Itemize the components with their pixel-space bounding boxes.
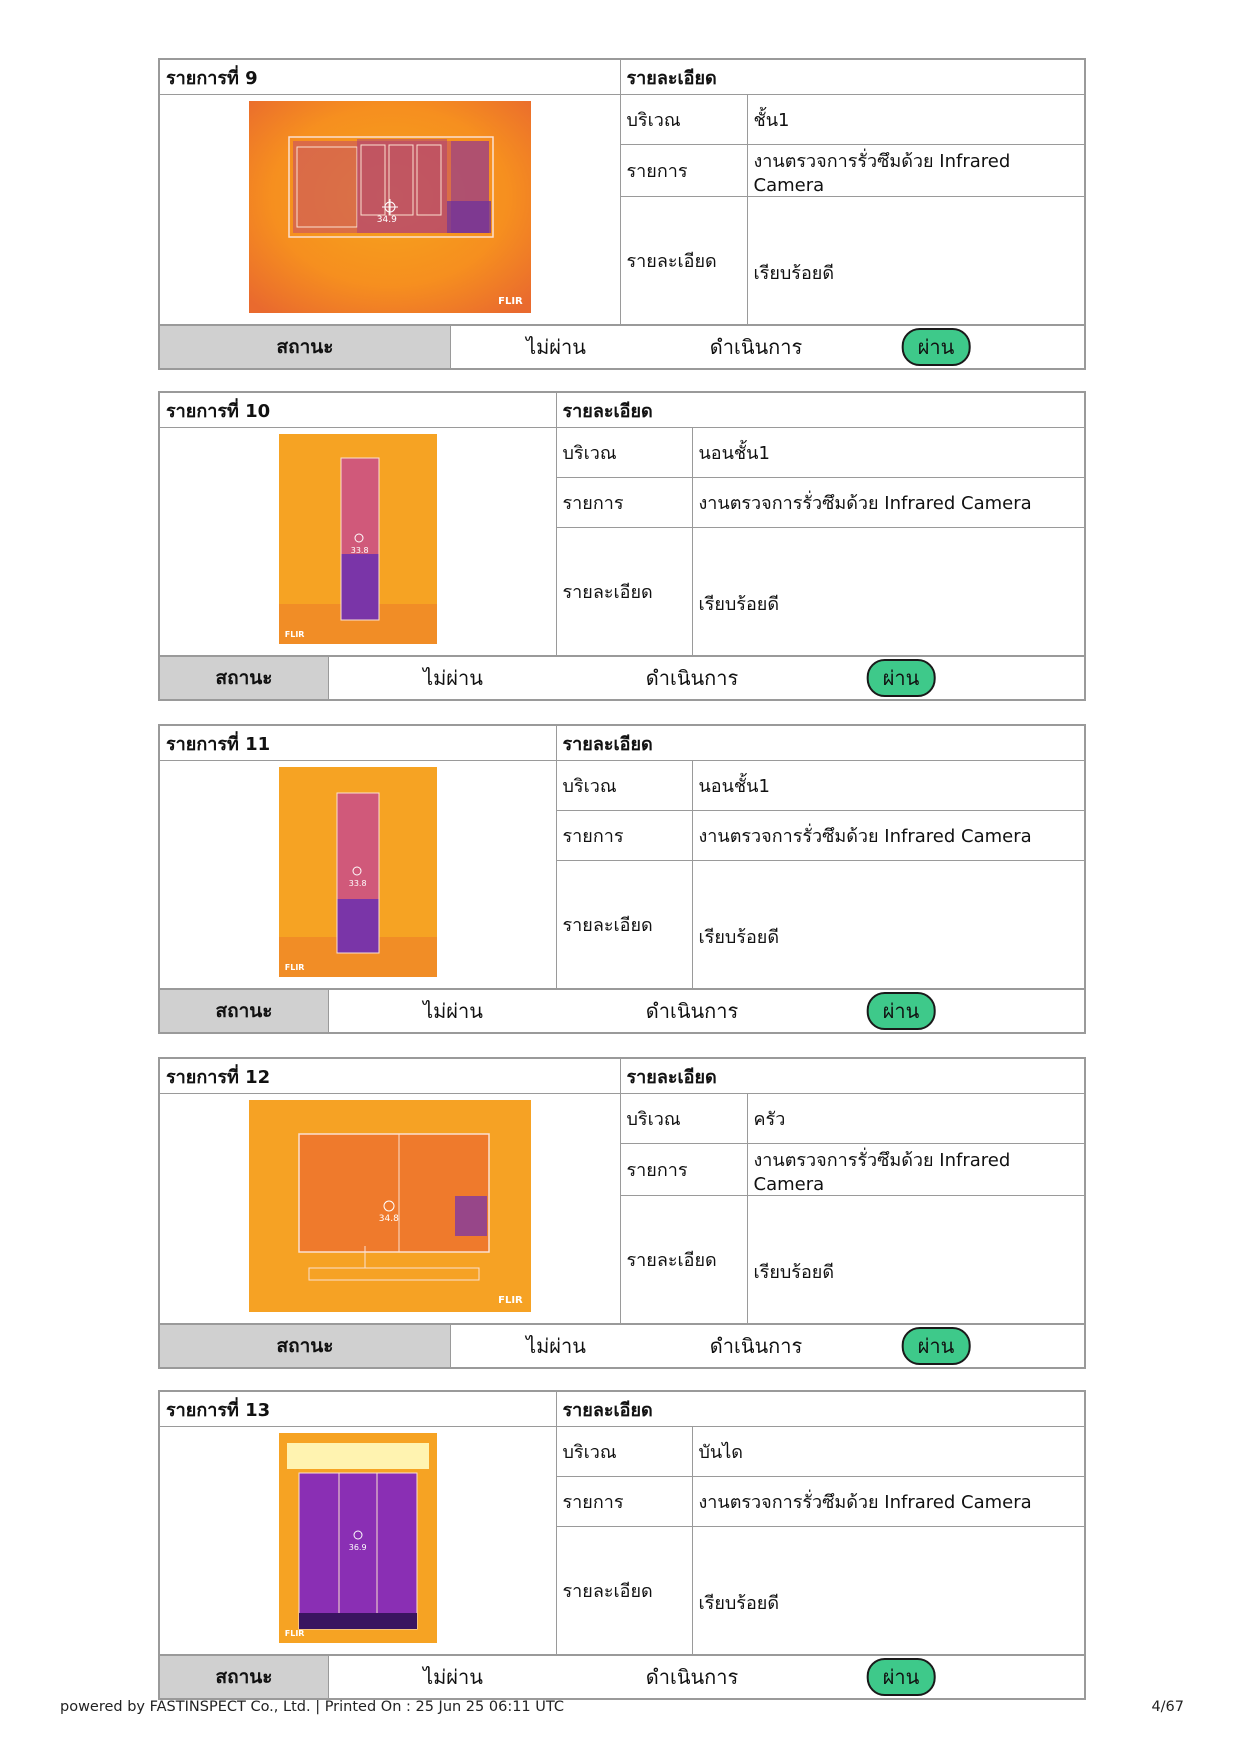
status-fail-option[interactable]: ไม่ผ่าน: [526, 1334, 586, 1358]
area-value: ครัว: [747, 1094, 1084, 1144]
status-fail-option[interactable]: ไม่ผ่าน: [423, 666, 483, 690]
detail-label: รายละเอียด: [620, 1196, 747, 1324]
status-row: [160, 325, 1084, 368]
thermal-image[interactable]: [279, 1433, 437, 1643]
thermal-image[interactable]: [249, 101, 531, 313]
detail-header: รายละเอียด: [620, 60, 1084, 95]
status-in-progress-option[interactable]: ดำเนินการ: [645, 666, 739, 690]
area-value: นอนชั้น1: [692, 761, 1084, 811]
status-label: สถานะ: [160, 1656, 329, 1698]
status-pass-badge[interactable]: ผ่าน: [867, 992, 936, 1030]
status-in-progress-option[interactable]: ดำเนินการ: [645, 999, 739, 1023]
item-title: รายการที่ 9: [160, 60, 620, 95]
status-options: [329, 990, 1084, 1032]
status-label: สถานะ: [160, 990, 329, 1032]
item-value: งานตรวจการรั่วซึมด้วย Infrared Camera: [692, 811, 1084, 861]
item-title: รายการที่ 12: [160, 1059, 620, 1094]
thermal-image[interactable]: [279, 767, 437, 977]
status-label: สถานะ: [160, 326, 451, 368]
item-label: รายการ: [556, 1477, 692, 1527]
footer-printed-info: powered by FASTINSPECT Co., Ltd. | Printed On : 25 Jun 25 06:11 UTC: [60, 1699, 565, 1715]
temperature-readout: 34.8: [378, 1214, 399, 1224]
status-row: [160, 989, 1084, 1032]
item-title: รายการที่ 11: [160, 726, 556, 761]
area-label: บริเวณ: [620, 95, 747, 145]
status-in-progress-option[interactable]: ดำเนินการ: [645, 1665, 739, 1689]
thermal-image-cell: [160, 428, 556, 656]
status-options: [329, 1656, 1084, 1698]
detail-header: รายละเอียด: [556, 393, 1084, 428]
status-pass-badge[interactable]: ผ่าน: [867, 1658, 936, 1696]
status-in-progress-option[interactable]: ดำเนินการ: [709, 1334, 803, 1358]
item-title: รายการที่ 10: [160, 393, 556, 428]
status-fail-option[interactable]: ไม่ผ่าน: [423, 999, 483, 1023]
detail-value: เรียบร้อยดี: [747, 1196, 1084, 1324]
thermal-image-cell: [160, 761, 556, 989]
thermal-image-cell: [160, 1094, 620, 1324]
flir-logo: FLIR: [284, 963, 305, 972]
thermal-image-cell: [160, 1427, 556, 1655]
item-value: งานตรวจการรั่วซึมด้วย Infrared Camera: [747, 1144, 1084, 1196]
flir-logo: FLIR: [498, 1295, 523, 1306]
status-pass-badge[interactable]: ผ่าน: [902, 1327, 971, 1365]
status-row: [160, 656, 1084, 699]
thermal-image[interactable]: [279, 434, 437, 644]
detail-header: รายละเอียด: [620, 1059, 1084, 1094]
detail-value: เรียบร้อยดี: [747, 197, 1084, 325]
inspection-card-10: [158, 391, 1086, 701]
area-value: นอนชั้น1: [692, 428, 1084, 478]
area-label: บริเวณ: [556, 1427, 692, 1477]
area-value: บันได: [692, 1427, 1084, 1477]
status-in-progress-option[interactable]: ดำเนินการ: [709, 335, 803, 359]
inspection-card-12: [158, 1057, 1086, 1369]
status-options: [451, 326, 1084, 368]
status-row: [160, 1655, 1084, 1698]
status-options: [329, 657, 1084, 699]
detail-label: รายละเอียด: [556, 861, 692, 989]
inspection-card-13: [158, 1390, 1086, 1700]
temperature-readout: 34.9: [376, 215, 397, 225]
area-label: บริเวณ: [620, 1094, 747, 1144]
status-pass-badge[interactable]: ผ่าน: [867, 659, 936, 697]
temperature-readout: 33.8: [348, 879, 367, 888]
page-number: 4/67: [1151, 1699, 1184, 1715]
status-pass-badge[interactable]: ผ่าน: [902, 328, 971, 366]
inspection-card-11: [158, 724, 1086, 1034]
temperature-readout: 33.8: [350, 546, 369, 555]
status-label: สถานะ: [160, 1325, 451, 1367]
item-value: งานตรวจการรั่วซึมด้วย Infrared Camera: [747, 145, 1084, 197]
detail-value: เรียบร้อยดี: [692, 1527, 1084, 1655]
thermal-image[interactable]: [249, 1100, 531, 1312]
flir-logo: FLIR: [498, 296, 523, 307]
item-label: รายการ: [556, 811, 692, 861]
detail-label: รายละเอียด: [556, 1527, 692, 1655]
detail-label: รายละเอียด: [556, 528, 692, 656]
flir-logo: FLIR: [284, 1629, 305, 1638]
item-label: รายการ: [620, 145, 747, 197]
area-label: บริเวณ: [556, 761, 692, 811]
detail-header: รายละเอียด: [556, 1392, 1084, 1427]
inspection-card-9: [158, 58, 1086, 370]
detail-value: เรียบร้อยดี: [692, 528, 1084, 656]
detail-value: เรียบร้อยดี: [692, 861, 1084, 989]
thermal-image-cell: [160, 95, 620, 325]
item-value: งานตรวจการรั่วซึมด้วย Infrared Camera: [692, 478, 1084, 528]
status-fail-option[interactable]: ไม่ผ่าน: [526, 335, 586, 359]
status-fail-option[interactable]: ไม่ผ่าน: [423, 1665, 483, 1689]
status-label: สถานะ: [160, 657, 329, 699]
detail-header: รายละเอียด: [556, 726, 1084, 761]
status-options: [451, 1325, 1084, 1367]
area-value: ชั้น1: [747, 95, 1084, 145]
temperature-readout: 36.9: [348, 1543, 367, 1552]
item-title: รายการที่ 13: [160, 1392, 556, 1427]
detail-label: รายละเอียด: [620, 197, 747, 325]
area-label: บริเวณ: [556, 428, 692, 478]
item-value: งานตรวจการรั่วซึมด้วย Infrared Camera: [692, 1477, 1084, 1527]
status-row: [160, 1324, 1084, 1367]
item-label: รายการ: [556, 478, 692, 528]
item-label: รายการ: [620, 1144, 747, 1196]
flir-logo: FLIR: [284, 630, 305, 639]
